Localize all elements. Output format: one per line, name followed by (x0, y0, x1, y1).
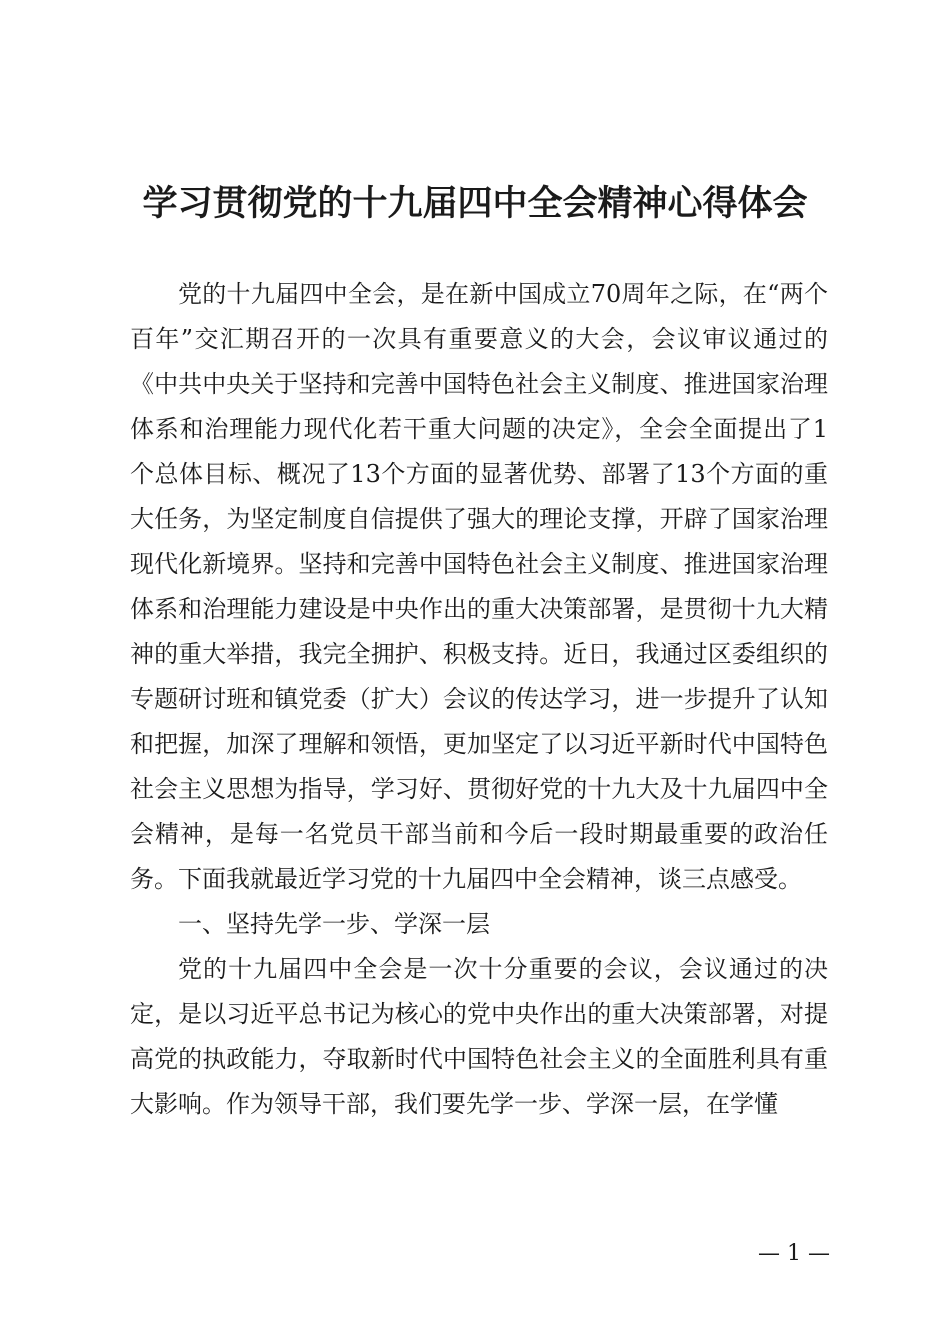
document-title: 学习贯彻党的十九届四中全会精神心得体会 (142, 183, 808, 224)
section-heading-1: 一、坚持先学一步、学深一层 (178, 910, 490, 938)
page-number: — 1 — (758, 1241, 830, 1266)
section-1-paragraph: 党的十九届四中全会是一次十分重要的会议，会议通过的决定，是以习近平总书记为核心的党中央作出的重大决策部署，对提高党的执政能力，夺取新时代中国特色社会主义的全面胜利具有重大影响。作为领导干部，我们要先学一步、学深一层，在学懂 (130, 955, 828, 1118)
intro-paragraph: 党的十九届四中全会，是在新中国成立70周年之际，在“两个百年”交汇期召开的一次具有重要意义的大会，会议审议通过的《中共中央关于坚持和完善中国特色社会主义制度、推进国家治理体系和治理能力现代化若干重大问题的决定》，全会全面提出了1个总体目标、概况了13个方面的显著优势、部署了13个方面的重大任务，为坚定制度自信提供了强大的理论支撑，开辟了国家治理现代化新境界。坚持和完善中国特色社会主义制度、推进国家治理体系和治理能力建设是中央作出的重大决策部署，是贯彻十九大精神的重大举措，我完全拥护、积极支持。近日，我通过区委组织的专题研讨班和镇党委（扩大）会议的传达学习，进一步提升了认知和把握，加深了理解和领悟，更加坚定了以习近平新时代中国特色社会主义思想为指导，学习好、贯彻好党的十九大及十九届四中全会精神，是每一名党员干部当前和今后一段时期最重要的政治任务。下面我就最近学习党的十九届四中全会精神，谈三点感受。 (130, 280, 828, 893)
document-body (130, 272, 828, 1127)
